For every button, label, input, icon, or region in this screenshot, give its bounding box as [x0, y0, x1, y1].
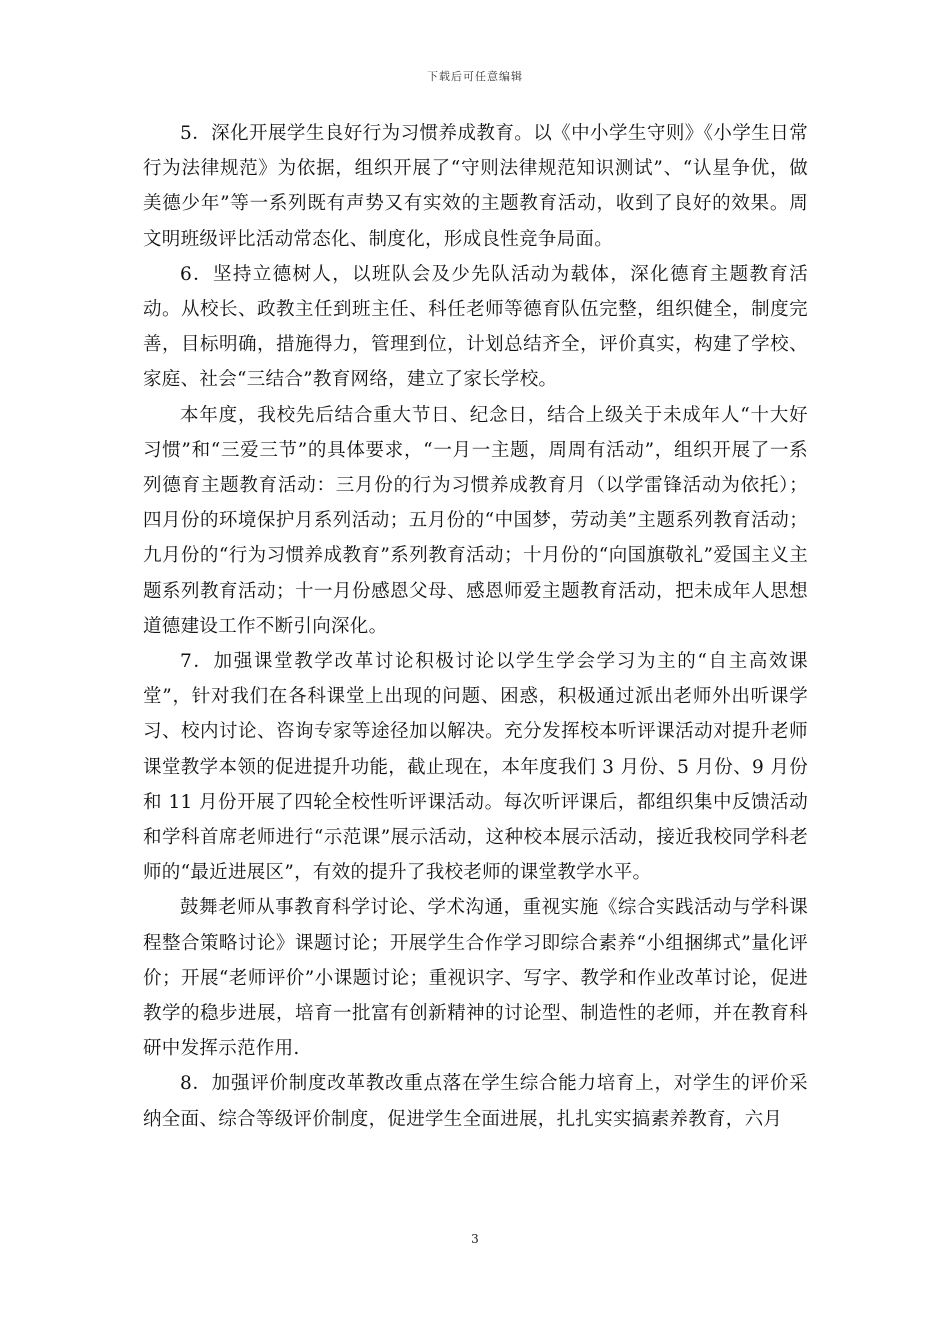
page-number: 3 — [471, 1232, 479, 1246]
document-body — [143, 116, 808, 1137]
paragraph-8-evaluation-reform: 8．加强评价制度改革教改重点落在学生综合能力培育上，对学生的评价采纳全面、综合等级评价制度，促进学生全面进展，扎扎实实搞素养教育，六月 — [143, 1073, 808, 1130]
paragraph-6-moral-education: 6．坚持立德树人，以班队会及少先队活动为载体，深化德育主题教育活动。从校长、政教主任到班主任、科任老师等德育队伍完整，组织健全，制度完善，目标明确，措施得力，管理到位，计划总结齐全，评价真实，构建了学校、家庭、社会“三结合”教育网络，建立了家长学校。 — [143, 263, 808, 391]
paragraph-annual-activities: 本年度，我校先后结合重大节日、纪念日，结合上级关于未成年人“十大好习惯”和“三爱三节”的具体要求，“一月一主题，周周有活动”，组织开展了一系列德育主题教育活动：三月份的行为习惯养成教育月（以学雷锋活动为依托）；四月份的环境保护月系列活动；五月份的“中国梦，劳动美”主题系列教育活动；九月份的“行为习惯养成教育”系列教育活动；十月份的“向国旗敬礼”爱国主义主题系列教育活动；十一月份感恩父母、感恩师爱主题教育活动，把未成年人思想道德建设工作不断引向深化。 — [143, 404, 808, 637]
paragraph-5-behavior-habits: 5．深化开展学生良好行为习惯养成教育。以《中小学生守则》《小学生日常行为法律规范》为依据，组织开展了“守则法律规范知识测试”、“认星争优，做美德少年”等一系列既有声势又有实效的主题教育活动，收到了良好的效果。周文明班级评比活动常态化、制度化，形成良性竞争局面。 — [143, 123, 808, 250]
page-header: 下载后可任意编辑 — [427, 70, 523, 83]
paragraph-7-classroom-reform: 7．加强课堂教学改革讨论积极讨论以学生学会学习为主的“自主高效课堂”，针对我们在各科课堂上出现的问题、困惑，积极通过派出老师外出听课学习、校内讨论、咨询专家等途径加以解决。充分发挥校本听评课活动对提升老师课堂教学本领的促进提升功能，截止现在，本年度我们 3 月份、5 月份、9 月份和 11 月份开展了四轮全校性听评课活动。每次听评课后，都组织集中反馈活动和学科首席老师进行“示范课”展示活动，这种校本展示活动，接近我校同学科老师的“最近进展区”，有效的提升了我校老师的课堂教学水平。 — [143, 651, 808, 884]
paragraph-research-encouragement: 鼓舞老师从事教育科学讨论、学术沟通，重视实施《综合实践活动与学科课程整合策略讨论》课题讨论；开展学生合作学习即综合素养“小组捆绑式”量化评价；开展“老师评价”小课题讨论；重视识字、写字、教学和作业改革讨论，促进教学的稳步进展，培育一批富有创新精神的讨论型、制造性的老师，并在教育科研中发挥示范作用. — [143, 897, 808, 1060]
